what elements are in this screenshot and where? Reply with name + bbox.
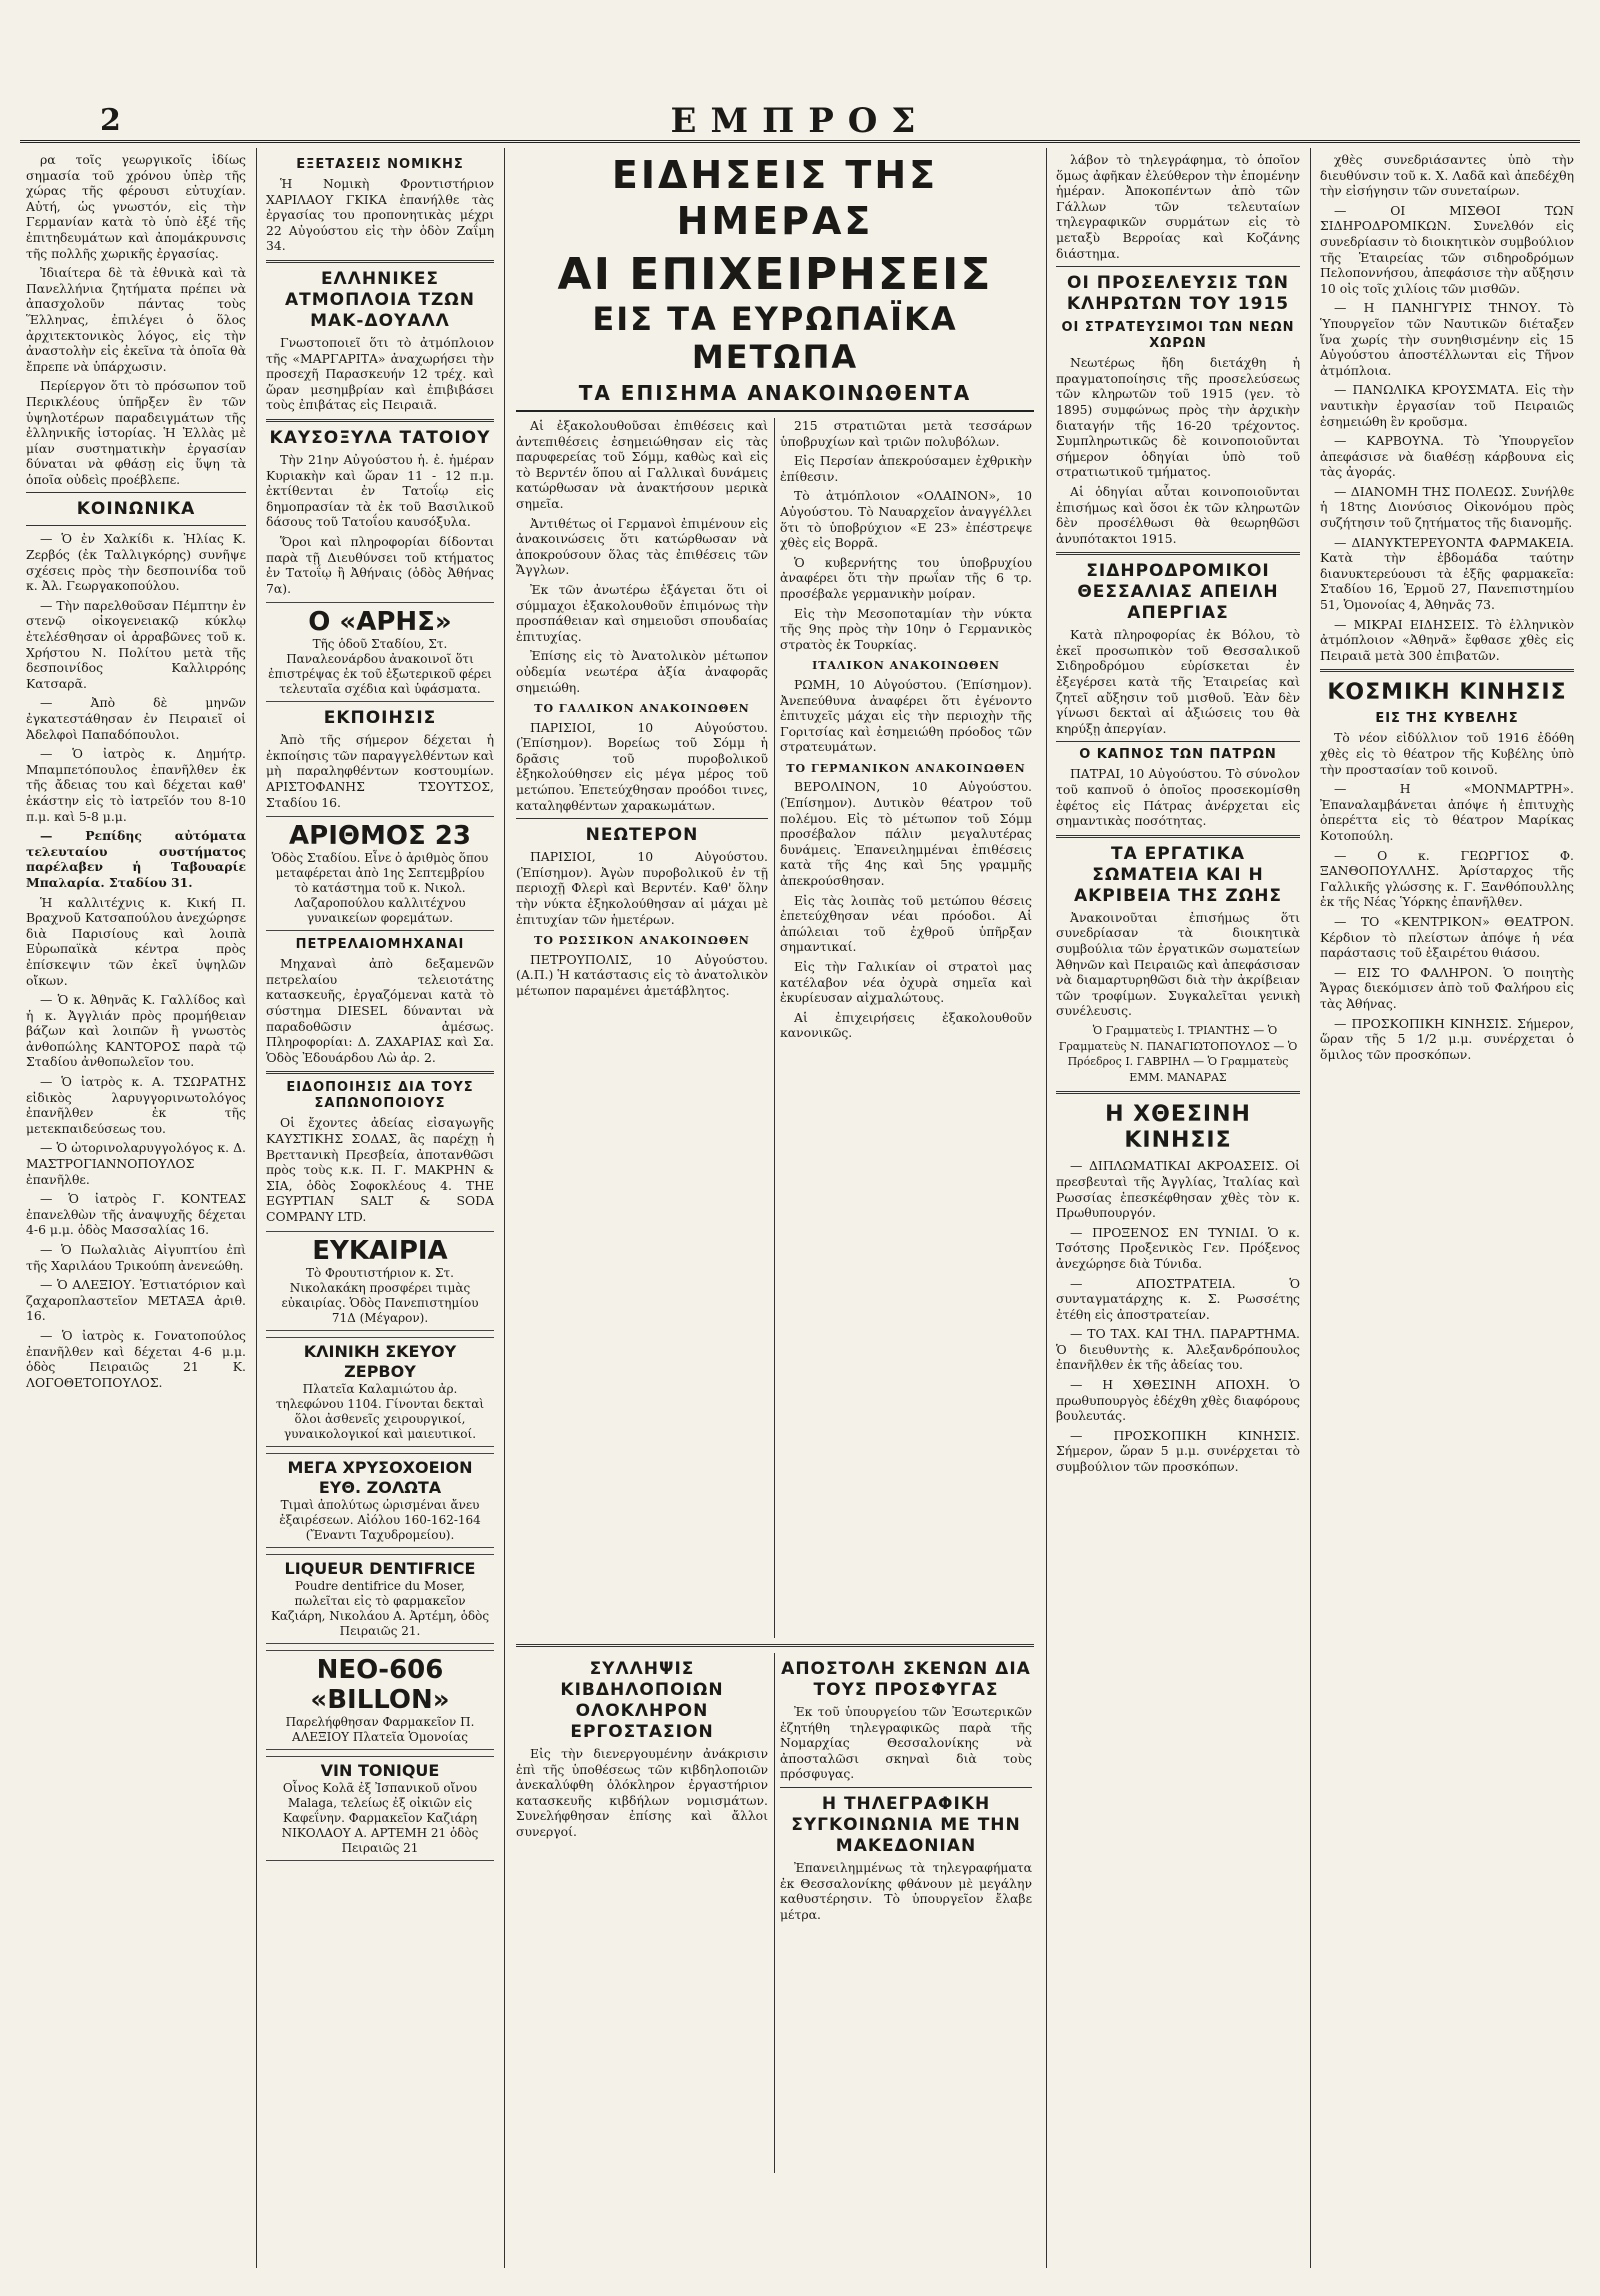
story-body: Εἰς τὴν διενεργουμένην ἀνάκρισιν ἐπὶ τῆς ὑποθέσεως τῶν κιβδηλοποιῶν ἀνεκαλύφθη ὁλόκληρον ἐργαστήριον κατασκευῆς κιβδήλων νομισμάτων. Συνελήφθησαν ἐπίσης καὶ ἄλλοι συνεργοί. [516, 1746, 768, 1839]
news-paragraph: ΠΑΡΙΣΙΟΙ, 10 Αὐγούστου. (Ἐπίσημον). Βορείως τοῦ Σόμμ ἡ δρᾶσις τοῦ πυροβολικοῦ ἐξηκολούθησεν εἰς μέγα μέρος τοῦ μετώπου. Ἐπετεύχθησαν προόδοι τινες, καταληφθέντων χαρακωμάτων. [516, 719, 768, 813]
col6-intro: χθὲς συνεδριάσαντες ὑπὸ τὴν διευθύνσιν τοῦ κ. Χ. Λαδᾶ καὶ ἀπεδέχθη τὴν εἰσήγησιν τῶν συνεταίρων. [1320, 152, 1574, 199]
news-item: — ΠΑΝΩΛΙΚΑ ΚΡΟΥΣΜΑΤΑ. Εἰς τὴν ναυτικὴν ἐργασίαν τοῦ Πειραιῶς ἐσημειώθη ἓν κροῦσμα. [1320, 382, 1574, 429]
ad-title: ΜΕΓΑ ΧΡΥΣΟΧΟΕΙΟΝ ΕΥΘ. ΖΟΛΩΤΑ [287, 1457, 473, 1497]
social-item: — Ὁ ΑΛΕΞΙΟΥ. Ἐστιατόριον καὶ ζαχαροπλαστεῖον ΜΕΤΑΞΑ ἀριθ. 16. [26, 1277, 246, 1324]
ad-body: Οἱ ἔχοντες ἀδείας εἰσαγωγῆς ΚΑΥΣΤΙΚΗΣ ΣΟΔΑΣ, ἃς παρέχῃ ἡ Βρεττανικὴ Πρεσβεία, ἀποτανθῶσι πρὸς τοὺς κ.κ. Π. Γ. ΜΑΚΡΗΝ & ΣΙΑ, ὁδὸς Σοφοκλέους 4. THE EGYPTIAN SALT & SODA COMPANY LTD. [266, 1115, 494, 1224]
story-title: Η ΤΗΛΕΓΡΑΦΙΚΗ ΣΥΓΚΟΙΝΩΝΙΑ ΜΕ ΤΗΝ ΜΑΚΕΔΟΝΙΑΝ [791, 1793, 1021, 1856]
ad-title: LIQUEUR DENTIFRICE [284, 1558, 476, 1578]
ad-box [266, 1756, 494, 1861]
section-label-latest: ΝΕΩΤΕΡΟΝ [585, 825, 699, 846]
ad-title: ΕΛΛΗΝΙΚΕΣ ΑΤΜΟΠΛΟΙΑ ΤΖΩΝ ΜΑΚ-ΔΟΥΑΛΛ [285, 268, 475, 331]
page-number: 2 [100, 103, 121, 138]
ad-title: ΚΑΥΣΟΞΥΛΑ ΤΑΤΟΙΟΥ [269, 427, 491, 448]
col1-intro-2: Ἰδιαίτερα δὲ τὰ ἐθνικὰ καὶ τὰ Πανελλήνια ζητήματα πρέπει νὰ ἀπασχολοῦν πάντας τοὺς Ἕλληνας, ἐπιλέγει ὁ ὅλος ἀρχιτεκτονικὸς λόγος, εἰς τὴν ἀναστολὴν εἰς ἐκεῖνα τὰ ὁποῖα θὰ ἔπρεπε νὰ ὑπάρχωσιν. [26, 265, 246, 374]
news-item: — Η ΧΘΕΣΙΝΗ ΑΠΟΧΗ. Ὁ πρωθυπουργὸς ἐδέχθη χθὲς διαφόρους βουλευτάς. [1056, 1377, 1300, 1424]
social-item: Ἡ καλλιτέχνις κ. Κική Π. Βραχνοῦ Κατσαπούλου ἀνεχώρησε διὰ Παρισίους καὶ λοιπὰ Εὐρωπαϊκὰ κέντρα πρὸς ἐπίσκεψιν τῶν ἐκεῖ ὑψηλῶν οἴκων. [26, 894, 246, 988]
ad-title: ΚΛΙΝΙΚΗ ΣΚΕΥΟΥ ΖΕΡΒΟΥ [303, 1341, 457, 1381]
news-item: — ΔΙΑΝΥΚΤΕΡΕΥΟΝΤΑ ΦΑΡΜΑΚΕΙΑ. Κατὰ τὴν ἐβδομάδα ταύτην διανυκτερεύουσι τὰ ἑξῆς φαρμακεῖα: Σταδίου 16, Ἑρμοῦ 27, Πανεπιστημίου 51, Ὁμονοίας 4, Ἀθηνᾶς 73. [1320, 534, 1574, 613]
ad-title: Ο «ΑΡΗΣ» [308, 607, 452, 638]
news-paragraph: Ἀντιθέτως οἱ Γερμανοὶ ἐπιμένουν εἰς ἀνακοινώσεις ὅτι κατώρθωσαν νὰ ἀποκρούσουν ὅλας τὰς ἐπιθέσεις τῶν Ἄγγλων. [516, 515, 768, 578]
ad-title: ΕΥΚΑΙΡΙΑ [312, 1235, 448, 1266]
column-6 [1314, 148, 1580, 2268]
banner-main-1: ΑΙ ΕΠΙΧΕΙΡΗΣΕΙΣ [557, 249, 993, 300]
news-paragraph: Εἰς τὴν Μεσοποταμίαν τὴν νύκτα τῆς 9ης πρὸς τὴν 10ην ὁ Γερμανικὸς στρατὸς ἐκ Τουρκίας. [780, 605, 1032, 652]
social-item: — Ὁ ἰατρὸς κ. Α. ΤΣΩΡΑΤΗΣ εἰδικὸς λαρυγγορινωτολόγος ἐπανῆλθεν ἐκ τῆς μετεκπαιδεύσεως του. [26, 1074, 246, 1136]
column-1 [20, 148, 252, 2268]
center-subcolumns [516, 418, 1034, 1638]
ad-body: Ἡ Νομικὴ Φροντιστήριον ΧΑΡΙΛΑΟΥ ΓΚΙΚΑ ἐπανήλθε τὰς ἐργασίας του προπονητικὰς μέχρι 22 Αὐγούστου εἰς τὴν ὁδὸν Ζαΐμη 34. [266, 176, 494, 254]
story-counterfeiters [516, 1653, 768, 2173]
article-body: Ἀνακοινοῦται ἐπισήμως ὅτι συνεδρίασαν τὰ διοικητικὰ συμβούλια τῶν ἐργατικῶν σωματείων Ἀθηνῶν καὶ Πειραιῶς καὶ ἀπεφάσισαν νὰ διαμαρτυρηθῶσι διὰ τὴν ἀκρίβειαν τῶν τροφίμων. Συγκαλεῖται γενικὴ συνέλευσις. [1056, 909, 1300, 1019]
news-item: — ΑΠΟΣΤΡΑΤΕΙΑ. Ὁ συνταγματάρχης κ. Σ. Ρωσσέτης ἐτέθη εἰς ἀποστρατείαν. [1056, 1275, 1300, 1322]
ad-box [266, 816, 494, 931]
ad-body: Παρελήφθησαν Φαρμακεῖον Π. ΑΛΕΞΙΟΥ Πλατεῖα Ὁμονοίας [285, 1714, 475, 1744]
social-item: — Ἀπὸ δὲ μηνῶν ἐγκατεστάθησαν ἐν Πειραιεῖ οἱ Ἀδελφοὶ Παπαδόπουλοι. [26, 695, 246, 742]
story-body: Ἐκ τοῦ ὑπουργείου τῶν Ἐσωτερικῶν ἐζητήθη τηλεγραφικῶς παρὰ τῆς Νομαρχίας Θεσσαλονίκης νὰ ἀποσταλῶσι σκηναὶ διὰ τοὺς πρόσφυγας. [780, 1704, 1032, 1782]
section-title-social: ΚΟΙΝΩΝΙΚΑ [76, 499, 196, 520]
signatures: Ὁ Γραμματεὺς Ι. ΤΡΙΑΝΤΗΣ — Ὁ Γραμματεὺς Ν. ΠΑΝΑΓΙΩΤΟΠΟΥΛΟΣ — Ὁ Πρόεδρος Ι. ΓΑΒΡΙΗΛ — Ὁ Γραμματεὺς ΕΜΜ. ΜΑΝΑΡΑΣ [1058, 1023, 1298, 1084]
ad-title: ΠΕΤΡΕΛΑΙΟΜΗΧΑΝΑΙ [295, 937, 465, 953]
center-subcolumn-a [516, 418, 768, 1638]
news-item: Τὸ νέον εἰδύλλιον τοῦ 1916 ἐδόθη χθὲς εἰς τὸ θέατρον τῆς Κυβέλης ὑπὸ τὴν προστασίαν τοῦ κοινοῦ. [1320, 730, 1574, 777]
ad-body: Τιμαὶ ἀπολύτως ὡρισμέναι ἄνευ ἐξαιρέσεων. Αἰόλου 160-162-164 (Ἔναντι Ταχυδρομείου). [279, 1497, 481, 1542]
news-item: — ΚΑΡΒΟΥΝΑ. Τὸ Ὑπουργεῖον ἀπεφάσισε νὰ διαθέσῃ κάρβουνα εἰς τὰς ἀγοράς. [1320, 433, 1574, 480]
columns [20, 148, 1580, 2268]
news-item: — ΠΡΟΞΕΝΟΣ ΕΝ ΤΥΝΙΔΙ. Ὁ κ. Τσότσης Προξενικὸς Γεν. Πρόξενος ἀνεχώρησε διὰ Τύνιδα. [1056, 1224, 1300, 1271]
ad-title: ΑΡΙΘΜΟΣ 23 [289, 821, 471, 852]
news-item: — ΠΡΟΣΚΟΠΙΚΗ ΚΙΝΗΣΙΣ. Σήμερον, ὥραν 5 μ.μ. συνέρχεται τὸ συμβούλιον τῶν προσκόπων. [1056, 1427, 1300, 1475]
news-item: — Η «ΜΟΝΜΑΡΤΡΗ». Ἐπαναλαμβάνεται ἀπόψε ἡ ἐπιτυχὴς ὀπερέττα εἰς τὸ θέατρον Μαρίκας Κοτοπούλη. [1320, 781, 1574, 843]
news-paragraph: ΠΕΤΡΟΥΠΟΛΙΣ, 10 Αὐγούστου. (Α.Π.) Ἡ κατάστασις εἰς τὸ ἀνατολικὸν μέτωπον παραμένει ἀμετάβλητος. [516, 951, 768, 998]
banner-sub: ΤΑ ΕΠΙΣΗΜΑ ΑΝΑΚΟΙΝΩΘΕΝΤΑ [578, 381, 972, 405]
news-item: — ΠΡΟΣΚΟΠΙΚΗ ΚΙΝΗΣΙΣ. Σήμερον, ὥραν τῆς 5 1/2 μ.μ. συνέρχεται ὁ ὅμιλος τῶν προσκόπων. [1320, 1015, 1574, 1062]
column-2-ads [260, 148, 500, 2268]
news-item: — Η ΠΑΝΗΓΥΡΙΣ ΤΗΝΟΥ. Τὸ Ὑπουργεῖον τῶν Ναυτικῶν διέταξεν ἵνα χωρίς τὴν συνηθισμένην εἰς 15 Αὐγούστου ἀποστέλλωνται εἰς Τῆνον ἀτμόπλοια. [1320, 300, 1574, 378]
headline: Ο ΚΑΠΝΟΣ ΤΩΝ ΠΑΤΡΩΝ [1079, 747, 1277, 763]
news-paragraph: Αἱ ἐξακολουθοῦσαι ἐπιθέσεις καὶ ἀντεπιθέσεις ἐσημειώθησαν εἰς τὰς παρυφερείας τοῦ Σόμμ, καθὼς καὶ εἰς τὸ Βερντέν ὅπου αἱ Γαλλικαὶ δυνάμεις κατώρθωσαν νὰ ἀνακτήσουν μερικὰ σημεῖα. [516, 418, 768, 511]
news-item: — ΜΙΚΡΑΙ ΕΙΔΗΣΕΙΣ. Τὸ ἑλληνικὸν ἀτμόπλοιον «Ἀθηνᾶ» ἔφθασε χθὲς εἰς Πειραιᾶ μετὰ 300 ἐπιβατῶν. [1320, 616, 1574, 663]
story-title: ΣΥΛΛΗΨΙΣ ΚΙΒΔΗΛΟΠΟΙΩΝ ΟΛΟΚΛΗΡΟΝ ΕΡΓΟΣΤΑΣΙΟΝ [560, 1659, 724, 1742]
ad-body: Μηχαναὶ ἀπὸ δεξαμενῶν πετρελαίου τελειοτάτης κατασκευῆς, ἐργαζόμεναι κατὰ τὸ σύστημα DIESEL δύνανται νὰ παραδοθῶσιν ἀμέσως. Πληροφορίαι: Δ. ΖΑΧΑΡΙΑΣ καὶ Σα. Ὁδὸς Ἐδουάρδου Λὼ ἀρ. 2. [266, 956, 494, 1065]
news-paragraph: ΒΕΡΟΛΙΝΟΝ, 10 Αὐγούστου. (Ἐπίσημον). Δυτικὸν θέατρον τοῦ πολέμου. Εἰς τὸ μέτωπον τοῦ Σόμμ προσέβαλον πάλιν μεγαλυτέρας δυνάμεις. Ἐπανειλημμέναι ἐπιθέσεις κατὰ τῆς 4ης καὶ 5ης γραμμῆς ἀπεκρούσθησαν. [780, 779, 1032, 889]
ad-body: Γνωστοποιεῖ ὅτι τὸ ἀτμόπλοιον τῆς «ΜΑΡΓΑΡΙΤΑ» ἀναχωρήσει τὴν προσεχῆ Παρασκευήν 12 τρέχ. καὶ ὥραν μεσημβρίαν καὶ ἐπιβιβάσει τοὺς ἐπιβάτας εἰς Πειραιᾶ. [266, 334, 494, 413]
headline: ΚΟΣΜΙΚΗ ΚΙΝΗΣΙΣ [1327, 680, 1567, 706]
news-paragraph: ΡΩΜΗ, 10 Αὐγούστου. (Ἐπίσημον). Ἀνεπεύθυνα ἀναφέρει ὅτι ἐγένοντο ἐπιτυχεῖς μάχαι εἰς τὴν περιοχὴν τῆς Γοριτσίας καὶ ἐσημειώθη πρόοδος τῶν στρατευμάτων. [780, 676, 1032, 755]
masthead [20, 95, 1580, 143]
column-5 [1050, 148, 1306, 2268]
social-item: — Ὁ ὠτορινολαρυγγολόγος κ. Δ. ΜΑΣΤΡΟΓΙΑΝΝΟΠΟΥΛΟΣ ἐπανῆλθε. [26, 1140, 246, 1187]
article-body: ΠΑΤΡΑΙ, 10 Αὐγούστου. Τὸ σύνολον τοῦ καπνοῦ ὁ ὁποῖος προσεκομίσθη ἐφέτος εἰς Πάτρας ἀνέρχεται εἰς σημαντικὰς ποσότητας. [1056, 766, 1300, 829]
social-item: — Ὁ ἰατρὸς Γ. ΚΟΝΤΕΑΣ ἐπανελθὼν τῆς ἀναψυχῆς δέχεται 4-6 μ.μ. ὁδὸς Μασσαλίας 16. [26, 1191, 246, 1238]
col1-intro-1: ρα τοῖς γεωργικοῖς ἰδίως σημασία τοῦ χρόνου ὑπὲρ τῆς χώρας τῆς φέρουσι εὐτυχίαν. Αὐτή, ὡς γνωστόν, εἰς τὴν Γερμανίαν κατὰ τὸ ὑπὸ ἐξέ τῆς ἐπιτηδευμάτων καὶ ἀπομάκρυνσις τῆς πολλῆς χωρικῆς ἐργασίας. [26, 152, 246, 261]
article-body: Κατὰ πληροφορίας ἐκ Βόλου, τὸ ἐκεῖ προσωπικὸν τοῦ Θεσσαλικοῦ Σιδηροδρόμου εὑρίσκεται ἐν ἐξεγέρσει κατὰ τῆς Ἑταιρείας καὶ ζητεῖ αὔξησιν τοῦ μισθοῦ. Ἐὰν δὲν γίνωσι δεκταὶ αἱ ἀξιώσεις του θὰ κηρύξῃ ἀπεργίαν. [1056, 627, 1300, 736]
social-item: — Ὁ ἰατρὸς κ. Δημήτρ. Μπαμπετόπουλος ἐπανῆλθεν ἐκ τῆς ἄδειας του καὶ δέχεται καθ' ἑκάστην εἰς τὸ ἰατρεῖόν του 8-10 π.μ. καὶ 5-8 μ.μ. [26, 746, 246, 824]
ad-title: VIN TONIQUE [320, 1760, 440, 1780]
news-item: — ΕΙΣ ΤΟ ΦΑΛΗΡΟΝ. Ὁ ποιητὴς Ἄγρας διεκόμισεν ἀπὸ τοῦ Φαλήρου εἰς τὰς Ἀθήνας. [1320, 964, 1574, 1011]
social-item: — Ὁ ἐν Χαλκίδι κ. Ἠλίας Κ. Ζερβός (ἐκ Ταλλιγκόρης) συνῆψε σχέσεις πρὸς τὴν δεσποινίδα τοῦ κ. Ἀλ. Γεωργακοπούλου. [26, 531, 246, 594]
center-news-block [508, 148, 1042, 2268]
subheadline: ΟΙ ΣΤΡΑΤΕΥΣΙΜΟΙ ΤΩΝ ΝΕΩΝ ΧΩΡΩΝ [1061, 320, 1295, 352]
ad-body: Τὸ Φρουτιστήριον κ. Στ. Νικολακάκη προσφέρει τιμὰς εὐκαιρίας. Ὁδὸς Πανεπιστημίου 71Δ (Μέγαρον). [281, 1265, 479, 1325]
news-item: — Ο κ. ΓΕΩΡΓΙΟΣ Φ. ΞΑΝΘΟΠΟΥΛΛΗΣ. Ἀρίσταρχος τῆς Γαλλικῆς γλώσσης κ. Γ. Ξανθόπουλλης ἐκ τῆς Νέας Ὑόρκης ἐπανῆλθεν. [1320, 847, 1574, 910]
ad-body: Τὴν 21ην Αὐγούστου ἡ. ἐ. ἡμέραν Κυριακὴν καὶ ὥραν 11 - 12 π.μ. ἐκτίθενται ἐν Τατοΐῳ εἰς δημοπρασίαν τὰ ἐκ τοῦ Βασιλικοῦ δάσους τοῦ Τατοΐου καυσόξυλα. [266, 451, 494, 530]
social-item: — Ὁ Πωλαλιὰς Αἰγυπτίου ἐπὶ τῆς Χαριλάου Τρικούπη ἀνενεώθη. [26, 1242, 246, 1273]
news-item: — ΔΙΑΝΟΜΗ ΤΗΣ ΠΟΛΕΩΣ. Συνήλθε ἡ 18της Διονύσιος Οἰκονόμου πρὸς συζήτησιν τοῦ ζητήματος τῆς διανομῆς. [1320, 483, 1574, 531]
col1-intro-3: Περίεργον ὅτι τὸ πρόσωπον τοῦ Περικλέους ὑπῆρξεν ἓν τῶν ὑψηλοτέρων παραδειγμάτων τῆς ἐλληνικῆς ἱστορίας. Ἡ Ἑλλὰς μὲ μίαν συστηματικὴν ἐργασίαν δύναται νὰ φθάσῃ εἰς ὕψη τὰ ὁποῖα οὐδεὶς προέβλεπε. [26, 378, 246, 487]
headline: ΟΙ ΠΡΟΣΕΛΕΥΣΙΣ ΤΩΝ ΚΛΗΡΩΤΩΝ ΤΟΥ 1915 [1066, 273, 1290, 315]
news-item: — ΤΟ ΤΑΧ. ΚΑΙ ΤΗΛ. ΠΑΡΑΡΤΗΜΑ. Ὁ διευθυντὴς κ. Ἀλεξανδρόπουλος ἐπανῆλθεν ἐκ τῆς ἀδείας του. [1056, 1326, 1300, 1373]
news-paragraph: Αἱ ἐπιχειρήσεις ἐξακολουθοῦν κανονικῶς. [780, 1009, 1032, 1041]
ad-box [266, 1337, 494, 1447]
story-refugees [780, 1653, 1032, 2173]
news-item: — ΟΙ ΜΙΣΘΟΙ ΤΩΝ ΣΙΔΗΡΟΔΡΟΜΙΚΩΝ. Συνελθόν εἰς συνεδρίασιν τὸ διοικητικὸν συμβούλιον τῆς Ἑταιρείας τῶν σιδηροδρόμων Πελοποννήσου, ἀπεφάσισε τὴν αὔξησιν 10 οἰς τοῖς χιλίοις τῶν μισθῶν. [1320, 202, 1574, 296]
ad-title: ΝΕΟ-606 «BILLON» [310, 1654, 450, 1715]
subheadline: ΕΙΣ ΤΗΣ ΚΥΒΕΛΗΣ [1375, 711, 1519, 727]
headline: Η ΧΘΕΣΙΝΗ ΚΙΝΗΣΙΣ [1105, 1102, 1251, 1154]
news-paragraph: Εἰς τὴν Γαλικίαν οἱ στρατοὶ μας κατέλαβον νέα ὀχυρὰ σημεῖα καὶ ἐκυρίευσαν αἰχμαλώτους. [780, 959, 1032, 1006]
news-paragraph: Ὁ κυβερνήτης του ὑποβρυχίου ἀναφέρει ὅτι τὴν πρωΐαν τῆς 6 τρ. προσέβαλε γερμανικὴν μοίραν. [780, 554, 1032, 601]
news-item: — ΔΙΠΛΩΜΑΤΙΚΑΙ ΑΚΡΟΑΣΕΙΣ. Οἱ πρεσβευταὶ τῆς Ἀγγλίας, Ἰταλίας καὶ Ρωσσίας ἐπεσκέφθησαν χθὲς τὸν κ. Πρωθυπουργόν. [1056, 1158, 1300, 1221]
news-paragraph: Τὸ ἀτμόπλοιον «ΟΛΑΙΝΟΝ», 10 Αὐγούστου. Τὸ Ναυαρχεῖον ἀναγγέλλει ὅτι τὸ ὑποβρύχιον «Ε 23» ἐπέστρεψε χθὲς εἰς Βορρᾶ. [780, 488, 1032, 551]
section-label-russian: ΤΟ ΡΩΣΣΙΚΟΝ ΑΝΑΚΟΙΝΩΘΕΝ [534, 934, 750, 948]
ad-body: Τῆς ὁδοῦ Σταδίου, Στ. Παναλεονάρδου ἀνακοινοῖ ὅτι ἐπιστρέψας ἐκ τοῦ ἐξωτερικοῦ φέρει τελευταῖα σχέδια καὶ ὑφάσματα. [268, 637, 492, 697]
ad-box [266, 602, 494, 702]
ad-body: Poudre dentifrice du Moser, πωλεῖται εἰς τὸ φαρμακεῖον Καζιάρη, Νικολάου Α. Ἀρτέμη, ὁδὸς Πειραιῶς 21. [270, 1578, 490, 1638]
story-body: Ἐπανειλημμένως τὰ τηλεγραφήματα ἐκ Θεσσαλονίκης φθάνουν μὲ μεγάλην καθυστέρησιν. Τὸ ὑπουργεῖον ἔλαβε μέτρα. [780, 1859, 1032, 1922]
news-paragraph: 215 στρατιῶται μετὰ τεσσάρων ὑποβρυχίων καὶ τριῶν πολυβόλων. [780, 418, 1032, 449]
story-title: ΑΠΟΣΤΟΛΗ ΣΚΕΝΩΝ ΔΙΑ ΤΟΥΣ ΠΡΟΣΦΥΓΑΣ [781, 1659, 1031, 1700]
news-paragraph: Ἐκ τῶν ἀνωτέρω ἐξάγεται ὅτι οἱ σύμμαχοι ἐξακολουθοῦν ἐπιμόνως τὴν προσπάθειαν καὶ σημειοῦσι σπουδαίας ἐπιτυχίας. [516, 581, 768, 644]
social-item: — Ρεπίδης αὐτόματα τελευταίου συστήματος παρέλαβεν ἡ Ταβουαρίε Μπαλαρία. Σταδίου 31. [26, 828, 246, 890]
ad-title: ΕΞΕΤΑΣΕΙΣ ΝΟΜΙΚΗΣ [296, 157, 464, 172]
ad-box [266, 1554, 494, 1644]
ad-body: Ὁδὸς Σταδίου. Εἶνε ὁ ἀριθμὸς ὅπου μεταφέρεται ἀπὸ 1ης Σεπτεμβρίου τὸ κατάστημα τοῦ κ. Νικολ. Λαζαροπούλου καλλιτέχνου γυναικείων φορεμάτων. [271, 851, 489, 926]
news-paragraph: Ἐπίσης εἰς τὸ Ἀνατολικὸν μέτωπον οὐδεμία νεωτέρα ἀξία ἀναφορᾶς σημειώθη. [516, 648, 768, 695]
ad-body: Ἀπὸ τῆς σήμερον δέχεται ἡ ἐκποίησις τῶν παραγγελθέντων καὶ μὴ παραληφθέντων κοστουμίων. ΑΡΙΣΤΟΦΑΝΗΣ ΤΣΟΥΤΣΟΣ, Σταδίου 16. [266, 732, 494, 810]
ad-title: ΕΚΠΟΙΗΣΙΣ [323, 708, 437, 729]
ad-body: Οἶνος Κολᾶ ἐξ Ἰσπανικοῦ οἴνου Malaga, τελείως ἐξ οἰκιῶν εἰς Καφεΐνην. Φαρμακεῖον Καζιάρη ΝΙΚΟΛΑΟΥ Α. ΑΡΤΕΜΗ 21 ὁδὸς Πειραιῶς 21 [281, 1780, 479, 1855]
headline: ΤΑ ΕΡΓΑΤΙΚΑ ΣΩΜΑΤΕΙΑ ΚΑΙ Η ΑΚΡΙΒΕΙΑ ΤΗΣ ΖΩΗΣ [1073, 843, 1283, 906]
ad-body: Πλατεῖα Καλαμιώτου ἀρ. τηλεφώνου 1104. Γίνονται δεκταὶ ὅλοι ἀσθενεῖς χειρουργικοί, γυναικολογικοί καὶ μαιευτικοί. [275, 1381, 485, 1441]
news-paragraph: Εἰς τὰς λοιπὰς τοῦ μετώπου θέσεις ἐπετεύχθησαν νέαι πρόοδοι. Αἱ ἀπώλειαι τοῦ ἐχθροῦ ὑπῆρξαν σημαντικαί. [780, 892, 1032, 955]
center-lower-stories [516, 1653, 1034, 2173]
ad-body: Ὅροι καὶ πληροφορίαι δίδονται παρὰ τῇ Διευθύνσει τοῦ κτήματος ἐν Τατοΐῳ ἢ Ἀθήναις (ὁδὸς Ἀθήνας 7α). [266, 533, 494, 596]
news-paragraph: Εἰς Περσίαν ἀπεκρούσαμεν ἐχθρικὴν ἐπίθεσιν. [780, 453, 1032, 484]
social-item: — Ὁ κ. Ἀθηνᾶς Κ. Γαλλίδος καὶ ἡ κ. Ἀγγλιάν πρὸς προμήθειαν βάζων καὶ λοιπῶν ἢ γνωστὸς ἀνθοπώλης ΚΑΝΤΟΡΟΣ παρὰ τῷ Σταδίου ἀνθοπωλεῖον του. [26, 992, 246, 1070]
center-banner [516, 152, 1034, 412]
section-label-french: ΤΟ ΓΑΛΛΙΚΟΝ ΑΝΑΚΟΙΝΩΘΕΝ [534, 702, 750, 716]
center-subcolumn-b [780, 418, 1032, 1638]
ad-box [266, 1231, 494, 1331]
social-item: — Τὴν παρελθοῦσαν Πέμπτην ἐν στενῷ οἰκογενειακῷ κύκλῳ ἐτελέσθησαν οἱ ἀρραβῶνες τοῦ κ. Χρήστου Ν. Πολίτου μετὰ τῆς δεσποινίδος Καλλιρρόης Κατσαρᾶ. [26, 597, 246, 691]
ad-title: ΕΙΔΟΠΟΙΗΣΙΣ ΔΙΑ ΤΟΥΣ ΣΑΠΩΝΟΠΟΙΟΥΣ [286, 1080, 474, 1112]
col5-intro: λάβον τὸ τηλεγράφημα, τὸ ὁποῖον ὅμως ἀφῆκαν ἐλεύθερον τὴν ἑπομένην ἡμέραν. Ἀποκοπέντων ἀπὸ τῶν Γάλλων τῶν τελευταίων τηλεγραφικῶν συρμάτων εἰς τὸ μεταξὺ Βερροίας καὶ Κοζάνης διάστημα. [1056, 152, 1300, 261]
article-body: Αἱ ὁδηγίαι αὗται κοινοποιοῦνται ἐπισήμως καὶ ὅσοι ἐκ τῶν κληρωτῶν δὲν προσέλθωσι θὰ θεωρηθῶσι ἀνυπότακτοι 1915. [1056, 483, 1300, 546]
banner-main-2: ΕΙΣ ΤΑ ΕΥΡΩΠΑΪΚΑ ΜΕΤΩΠΑ [592, 300, 958, 376]
banner-top: ΕΙΔΗΣΕΙΣ ΤΗΣ ΗΜΕΡΑΣ [611, 153, 939, 243]
news-item: — ΤΟ «ΚΕΝΤΡΙΚΟΝ» ΘΕΑΤΡΟΝ. Κέρδιον τὸ πλείστων ἀπόψε ἡ νέα παράστασις τοῦ ἐξαιρέτου θιάσου. [1320, 913, 1574, 961]
headline: ΣΙΔΗΡΟΔΡΟΜΙΚΟΙ ΘΕΣΣΑΛΙΑΣ ΑΠΕΙΛΗ ΑΠΕΡΓΙΑΣ [1077, 561, 1279, 624]
article-body: Νεωτέρως ἤδη διετάχθη ἡ πραγματοποίησις τῆς προσελεύσεως τῶν κληρωτῶν τοῦ 1915 (γεν. τὸ 1895) συμφώνως πρὸς τὴν ἀρχικὴν διαταγήν τῆς 16-20 τρέχοντος. Συμπληρωτικῶς δὲ κοινοποιοῦνται σήμερον ὁδηγίαι ὑπὸ τοῦ στρατιωτικοῦ τμήματος. [1056, 355, 1300, 480]
section-label-german: ΤΟ ΓΕΡΜΑΝΙΚΟΝ ΑΝΑΚΟΙΝΩΘΕΝ [786, 761, 1026, 775]
paper-name: ΕΜΠΡΟΣ [670, 101, 930, 141]
news-paragraph: ΠΑΡΙΣΙΟΙ, 10 Αὐγούστου. (Ἐπίσημον). Ἀγὼν πυροβολικοῦ ἐν τῇ περιοχῇ Φλερὶ καὶ Βερντέν. Καθ' ὅλην τὴν νύκτα ἐξηκολούθησαν αἱ μάχαι μὲ ἐπιτυχίαν τῶν ἡμετέρων. [516, 849, 768, 927]
social-item: — Ὁ ἰατρὸς κ. Γονατοπούλος ἐπανῆλθεν καὶ δέχεται 4-6 μ.μ. ὁδὸς Πειραιῶς 21 Κ. ΛΟΓΟΘΕΤΟΠΟΥΛΟΣ. [26, 1327, 246, 1390]
section-label-italian: ΙΤΑΛΙΚΟΝ ΑΝΑΚΟΙΝΩΘΕΝ [812, 659, 1000, 673]
ad-box [266, 1650, 494, 1750]
ad-box [266, 1453, 494, 1548]
